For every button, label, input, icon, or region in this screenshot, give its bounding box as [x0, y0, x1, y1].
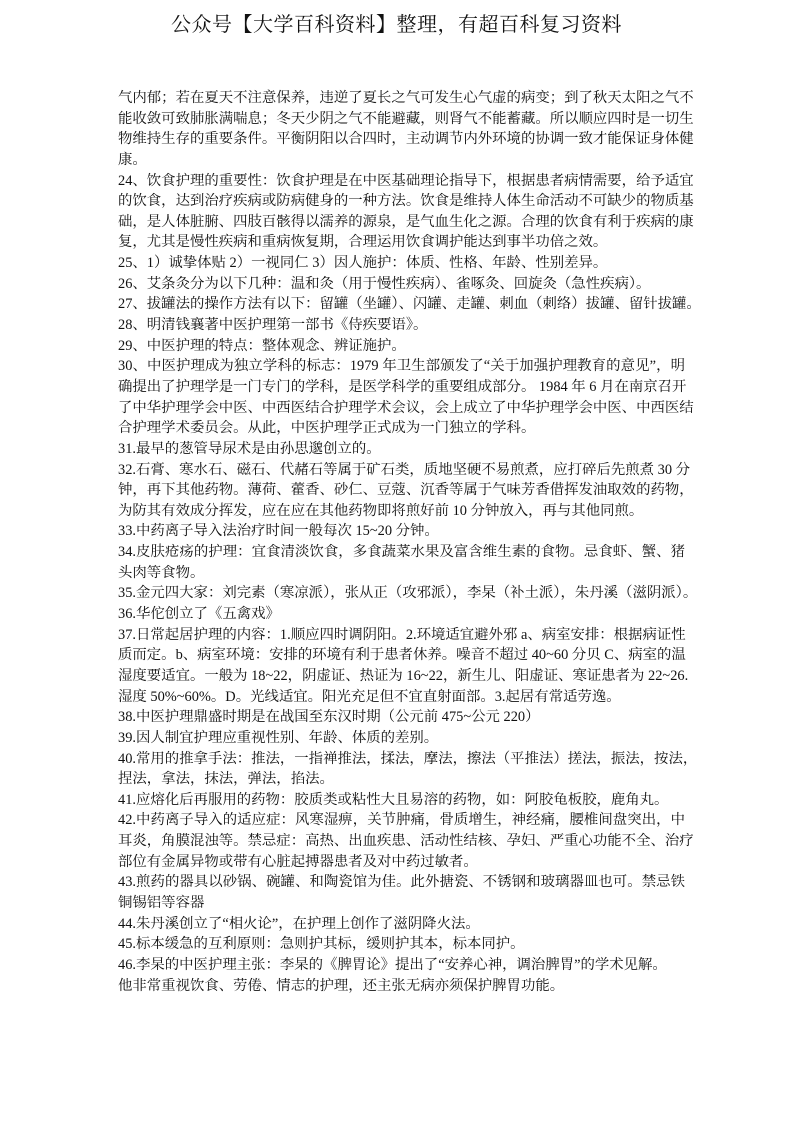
text-line: 24、饮食护理的重要性：饮食护理是在中医基础理论指导下，根据患者病情需要，给予适宜	[118, 172, 694, 189]
text-line: 31.最早的葱管导尿术是由孙思邈创立的。	[118, 440, 381, 457]
text-line: 头肉等食物。	[118, 564, 205, 581]
text-line: 37.日常起居护理的内容：1.顺应四时调阴阳。2.环境适宜避外邪 a、病室安排：根据病证性	[118, 626, 686, 643]
text-line: 钟，再下其他药物。薄荷、藿香、砂仁、豆蔻、沉香等属于气味芳香借挥发油取效的药物，	[118, 482, 694, 499]
text-line: 29、中医护理的特点：整体观念、辨证施护。	[118, 337, 406, 354]
page-header-title: 公众号【大学百科资料】整理，有超百科复习资料	[171, 14, 622, 36]
text-line: 部位有金属异物或带有心脏起搏器患者及对中药过敏者。	[118, 853, 478, 870]
text-line: 础，是人体脏腑、四肢百骸得以濡养的源泉，是气血生化之源。合理的饮食有利于疾病的康	[118, 213, 694, 230]
text-line: 能收敛可致肺胀满喘息；冬天少阴之气不能避藏，则肾气不能蓄藏。所以顺应四时是一切生	[118, 110, 694, 127]
text-line: 物维持生存的重要条件。平衡阴阳以合四时，主动调节内外环境的协调一致才能保证身体健	[118, 131, 694, 148]
text-line: 44.朱丹溪创立了“相火论”，在护理上创作了滋阴降火法。	[118, 915, 480, 932]
text-line: 气内郁；若在夏天不注意保养，违逆了夏长之气可发生心气虚的病变；到了秋天太阳之气不	[118, 90, 694, 106]
text-line: 捏法，拿法，抹法，弹法，掐法。	[118, 771, 334, 788]
text-line: 湿度要适宜。一般为 18~22，阴虚证、热证为 16~22，新生儿、阳虚证、寒证患者为 22~26.	[118, 667, 689, 684]
text-line: 复，尤其是慢性疾病和重病恢复期，合理运用饮食调护能达到事半功倍之效。	[118, 234, 608, 251]
text-line: 39.因人制宜护理应重视性别、年龄、体质的差别。	[118, 729, 439, 746]
text-line: 36.华佗创立了《五禽戏》	[118, 606, 280, 623]
text-line: 了中华护理学会中医、中西医结合护理学术会议，会上成立了中华护理学会中医、中西医结	[118, 399, 694, 416]
text-line: 湿度 50%~60%。D。光线适宜。阳光充足但不宜直射面部。3.起居有常适劳逸。	[118, 688, 621, 705]
text-line: 耳炎，角膜混浊等。禁忌症：高热、出血疾患、活动性结核、孕妇、严重心功能不全、治疗	[118, 833, 694, 850]
text-line: 28、明清钱襄著中医护理第一部书《侍疾要语》。	[118, 317, 428, 334]
text-line: 32.石膏、寒水石、磁石、代赭石等属于矿石类，质地坚硬不易煎煮，应打碎后先煎煮 30 分	[118, 461, 691, 478]
text-line: 他非常重视饮食、劳倦、情志的护理，还主张无病亦须保护脾胃功能。	[118, 977, 565, 994]
text-line: 41.应熔化后再服用的药物：胶质类或粘性大且易溶的药物，如：阿胶龟板胶，鹿角丸。	[118, 791, 669, 808]
text-line: 42.中药离子导入的适应症：风寒湿痹，关节肿痛，骨质增生，神经痛，腰椎间盘突出，中	[118, 812, 685, 829]
text-line: 30、中医护理成为独立学科的标志：1979 年卫生部颁发了“关于加强护理教育的意见”，明	[118, 358, 685, 375]
text-line: 34.皮肤疮疡的护理：宜食清淡饮食，多食蔬菜水果及富含维生素的食物。忌食虾、蟹、猪	[118, 544, 685, 561]
text-line: 的饮食，达到治疗疾病或防病健身的一种方法。饮食是维持人体生命活动不可缺少的物质基	[118, 193, 694, 210]
document-body	[118, 88, 701, 996]
text-line: 确提出了护理学是一门专门的学科，是医学科学的重要组成部分。 1984 年 6 月在南京召开	[118, 378, 687, 395]
text-line: 27、拔罐法的操作方法有以下：留罐（坐罐）、闪罐、走罐、刺血（刺络）拔罐、留针拔罐。	[118, 296, 701, 313]
text-line: 铜锡铝等容器	[118, 894, 205, 911]
text-line: 43.煎药的器具以砂锅、碗罐、和陶瓷馆为佳。此外搪瓷、不锈钢和玻璃器皿也可。禁忌铁	[118, 874, 685, 891]
text-line: 38.中医护理鼎盛时期是在战国至东汉时期（公元前 475~公元 220）	[118, 709, 540, 726]
text-line: 35.金元四大家：刘完素（寒凉派），张从正（攻邪派），李杲（补土派），朱丹溪（滋阴派）。	[118, 585, 698, 602]
text-line: 33.中药离子导入法治疗时间一般每次 15~20 分钟。	[118, 523, 439, 540]
text-line: 45.标本缓急的互利原则：急则护其标，缓则护其本，标本同护。	[118, 936, 525, 953]
text-line: 40.常用的推拿手法：推法，一指禅推法，揉法，摩法，擦法（平推法）搓法，振法，按法，	[118, 750, 698, 767]
text-line: 合护理学术委员会。从此，中医护理学正式成为一门独立的学科。	[118, 420, 536, 437]
text-line: 为防其有效成分挥发，应在应在其他药物即将煎好前 10 分钟放入，再与其他同煎。	[118, 502, 644, 519]
text-line: 质而定。b、病室环境：安排的环境有利于患者休养。噪音不超过 40~60 分贝 C、病室的温	[118, 647, 686, 664]
text-line: 46.李杲的中医护理主张：李杲的《脾胃论》提出了“安养心神，调治脾胃”的学术见解。	[118, 956, 667, 973]
text-line: 康。	[118, 151, 147, 168]
text-line: 26、艾条灸分为以下几种：温和灸（用于慢性疾病）、雀啄灸、回旋灸（急性疾病）。	[118, 275, 651, 292]
text-line: 25、1）诚挚体贴 2）一视同仁 3）因人施护：体质、性格、年龄、性别差异。	[118, 255, 608, 272]
